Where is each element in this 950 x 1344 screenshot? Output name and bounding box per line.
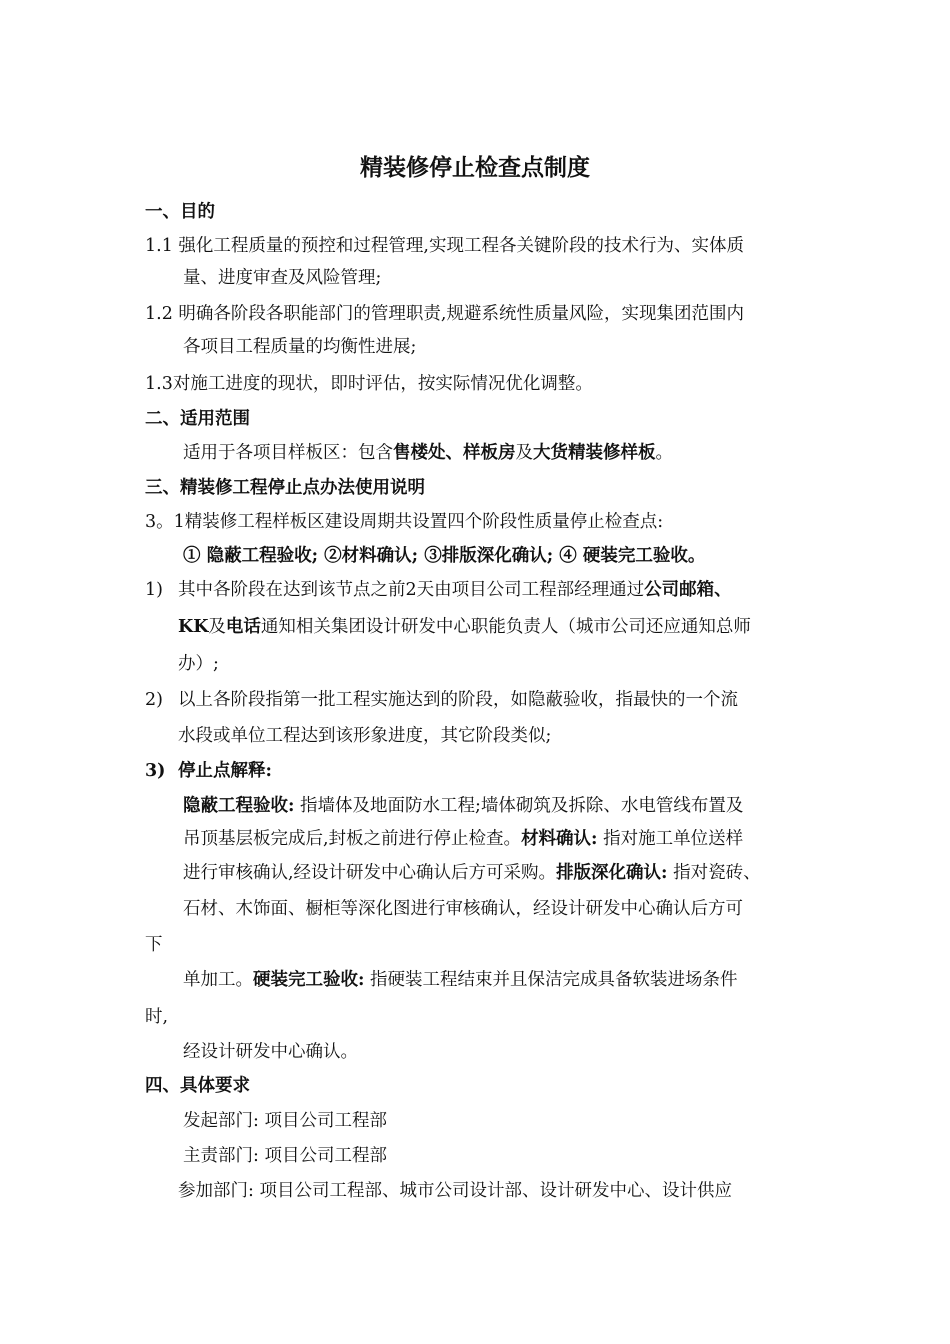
explanation-line7: 时, <box>145 1007 169 1027</box>
section-heading-scope: 二、适用范围 <box>145 409 250 429</box>
paragraph-1-3: 1.3对施工进度的现状，即时评估，按实际情况优化调整。 <box>145 374 593 394</box>
scope-mid: 及 <box>515 443 533 463</box>
paragraph-1-2-line2: 各项目工程质量的均衡性进展; <box>183 337 417 357</box>
explanation-text-2: 吊顶基层板完成后,封板之前进行停止检查。 <box>183 829 522 849</box>
explanation-line1 <box>183 794 743 818</box>
item-3-label: 停止点解释: <box>178 761 272 781</box>
term-layout-confirm: 排版深化确认: <box>556 863 668 883</box>
paragraph-1-1-line1: 1.1 强化工程质量的预控和过程管理,实现工程各关键阶段的技术行为、实体质 <box>145 236 744 256</box>
section-heading-instructions: 三、精装修工程停止点办法使用说明 <box>145 478 425 498</box>
paragraph-1-2-line1: 1.2 明确各阶段各职能部门的管理职责,规避系统性质量风险，实现集团范围内 <box>145 304 744 324</box>
explanation-text-1: 指墙体及地面防水工程;墙体砌筑及拆除、水电管线布置及 <box>294 796 744 816</box>
term-material-confirm: 材料确认: <box>521 829 598 849</box>
explanation-line5: 下 <box>145 935 163 955</box>
requirement-initiating-dept: 发起部门: 项目公司工程部 <box>183 1111 387 1131</box>
term-concealed-work: 隐蔽工程验收: <box>183 796 295 816</box>
scope-bold-sales: 售楼处、样板房 <box>393 443 516 463</box>
requirement-participating-dept: 参加部门: 项目公司工程部、城市公司设计部、设计研发中心、设计供应 <box>178 1181 732 1201</box>
term-hard-finish: 硬装完工验收: <box>253 970 365 990</box>
explanation-line4: 石材、木饰面、橱柜等深化图进行审核确认，经设计研发中心确认后方可 <box>183 899 743 919</box>
item-1-line3: 办）; <box>178 654 219 674</box>
item-2-number: 2) <box>145 690 163 710</box>
scope-end: 。 <box>655 443 673 463</box>
item-1-number: 1) <box>145 580 163 600</box>
paragraph-3-1: 3。1精装修工程样板区建设周期共设置四个阶段性质量停止检查点: <box>145 512 664 532</box>
item-1-bold-email: 公司邮箱、 <box>644 580 732 600</box>
scope-intro: 适用于各项目样板区：包含 <box>183 443 393 463</box>
item-2-line2: 水段或单位工程达到该形象进度，其它阶段类似; <box>178 726 552 746</box>
section-heading-purpose: 一、目的 <box>145 202 215 222</box>
explanation-text-3: 进行审核确认,经设计研发中心确认后方可采购。 <box>183 863 557 883</box>
explanation-text-2b: 指对施工单位送样 <box>597 829 744 849</box>
item-1-bold-kk: KK <box>178 617 209 637</box>
item-1-line2 <box>178 615 751 639</box>
explanation-line3 <box>183 861 761 885</box>
explanation-text-3b: 指对瓷砖、 <box>667 863 761 883</box>
explanation-text-6: 单加工。 <box>183 970 253 990</box>
stage-list: ① 隐蔽工程验收; ②材料确认; ③排版深化确认; ④ 硬装完工验收。 <box>183 546 706 566</box>
explanation-text-6b: 指硬装工程结束并且保洁完成具备软装进场条件 <box>364 970 738 990</box>
requirement-lead-dept: 主责部门: 项目公司工程部 <box>183 1146 387 1166</box>
scope-bold-sample: 大货精装修样板 <box>533 443 656 463</box>
document-title: 精装修停止检查点制度 <box>360 154 590 181</box>
paragraph-1-1-line2: 量、进度审查及风险管理; <box>183 268 382 288</box>
item-2-line1: 以上各阶段指第一批工程实施达到的阶段，如隐蔽验收，指最快的一个流 <box>178 690 738 710</box>
item-1-line1 <box>178 578 732 602</box>
section-heading-requirements: 四、具体要求 <box>145 1076 250 1096</box>
item-1-bold-phone: 电话 <box>225 617 261 637</box>
item-1-text-a: 其中各阶段在达到该节点之前2天由项目公司工程部经理通过 <box>178 580 645 600</box>
item-3-number: 3) <box>145 761 166 781</box>
explanation-line6 <box>183 968 738 992</box>
explanation-line2 <box>183 827 743 851</box>
scope-paragraph <box>183 441 673 465</box>
item-1-text-mid: 及 <box>208 617 226 637</box>
explanation-line8: 经设计研发中心确认。 <box>183 1042 358 1062</box>
item-1-text-rest: 通知相关集团设计研发中心职能负责人（城市公司还应通知总师 <box>260 617 751 637</box>
